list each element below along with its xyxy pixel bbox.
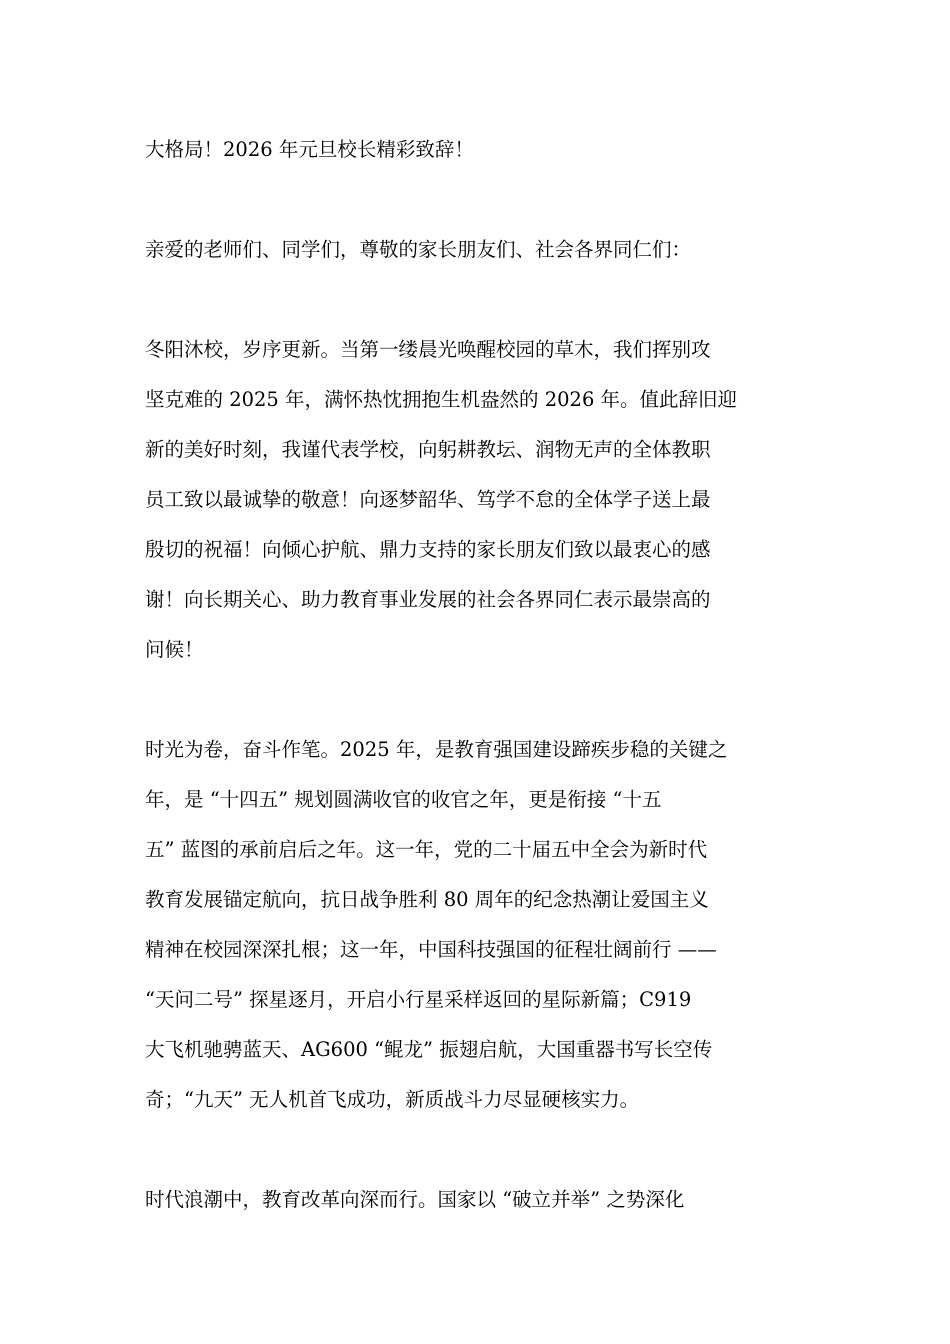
greeting-line [145, 225, 810, 275]
paragraph-line: 精神在校园深深扎根；这一年，中国科技强国的征程壮阔前行 —— [145, 938, 717, 961]
paragraph-2 [145, 725, 810, 1125]
paragraph-line: 殷切的祝福！向倾心护航、鼎力支持的家长朋友们致以最衷心的感 [145, 538, 711, 561]
paragraph-line: 五” 蓝图的承前启后之年。这一年，党的二十届五中全会为新时代 [145, 838, 708, 861]
paragraph-line: “天问二号” 探星逐月，开启小行星采样返回的星际新篇；C919 [145, 988, 692, 1011]
title-line: 大格局！2026 年元旦校长精彩致辞！ [145, 138, 474, 161]
paragraph-line: 谢！向长期关心、助力教育事业发展的社会各界同仁表示最崇高的 [145, 588, 711, 611]
paragraph-line: 大飞机驰骋蓝天、AG600 “鲲龙” 振翅启航，大国重器书写长空传 [145, 1038, 713, 1061]
paragraph-line: 坚克难的 2025 年，满怀热忱拥抱生机盎然的 2026 年。值此辞旧迎 [145, 388, 738, 411]
paragraph-line: 年，是 “十四五” 规划圆满收官的收官之年，更是衔接 “十五 [145, 788, 662, 811]
greeting-text: 亲爱的老师们、同学们，尊敬的家长朋友们、社会各界同仁们： [145, 238, 692, 261]
paragraph-line: 新的美好时刻，我谨代表学校，向躬耕教坛、润物无声的全体教职 [145, 438, 711, 461]
paragraph-3 [145, 1175, 810, 1225]
paragraph-line: 奇；“九天” 无人机首飞成功，新质战斗力尽显硬核实力。 [145, 1088, 640, 1111]
paragraph-line: 教育发展锚定航向，抗日战争胜利 80 周年的纪念热潮让爱国主义 [145, 888, 709, 911]
paragraph-line: 问候！ [145, 638, 204, 661]
paragraph-line: 时代浪潮中，教育改革向深而行。国家以 “破立并举” 之势深化 [145, 1188, 685, 1211]
paragraph-line: 时光为卷，奋斗作笔。2025 年，是教育强国建设蹄疾步稳的关键之 [145, 738, 728, 761]
paragraph-line: 员工致以最诚挚的敬意！向逐梦韶华、笃学不怠的全体学子送上最 [145, 488, 711, 511]
paragraph-line: 冬阳沐校，岁序更新。当第一缕晨光唤醒校园的草木，我们挥别攻 [145, 338, 711, 361]
paragraph-1 [145, 325, 810, 675]
document-title [145, 125, 810, 175]
